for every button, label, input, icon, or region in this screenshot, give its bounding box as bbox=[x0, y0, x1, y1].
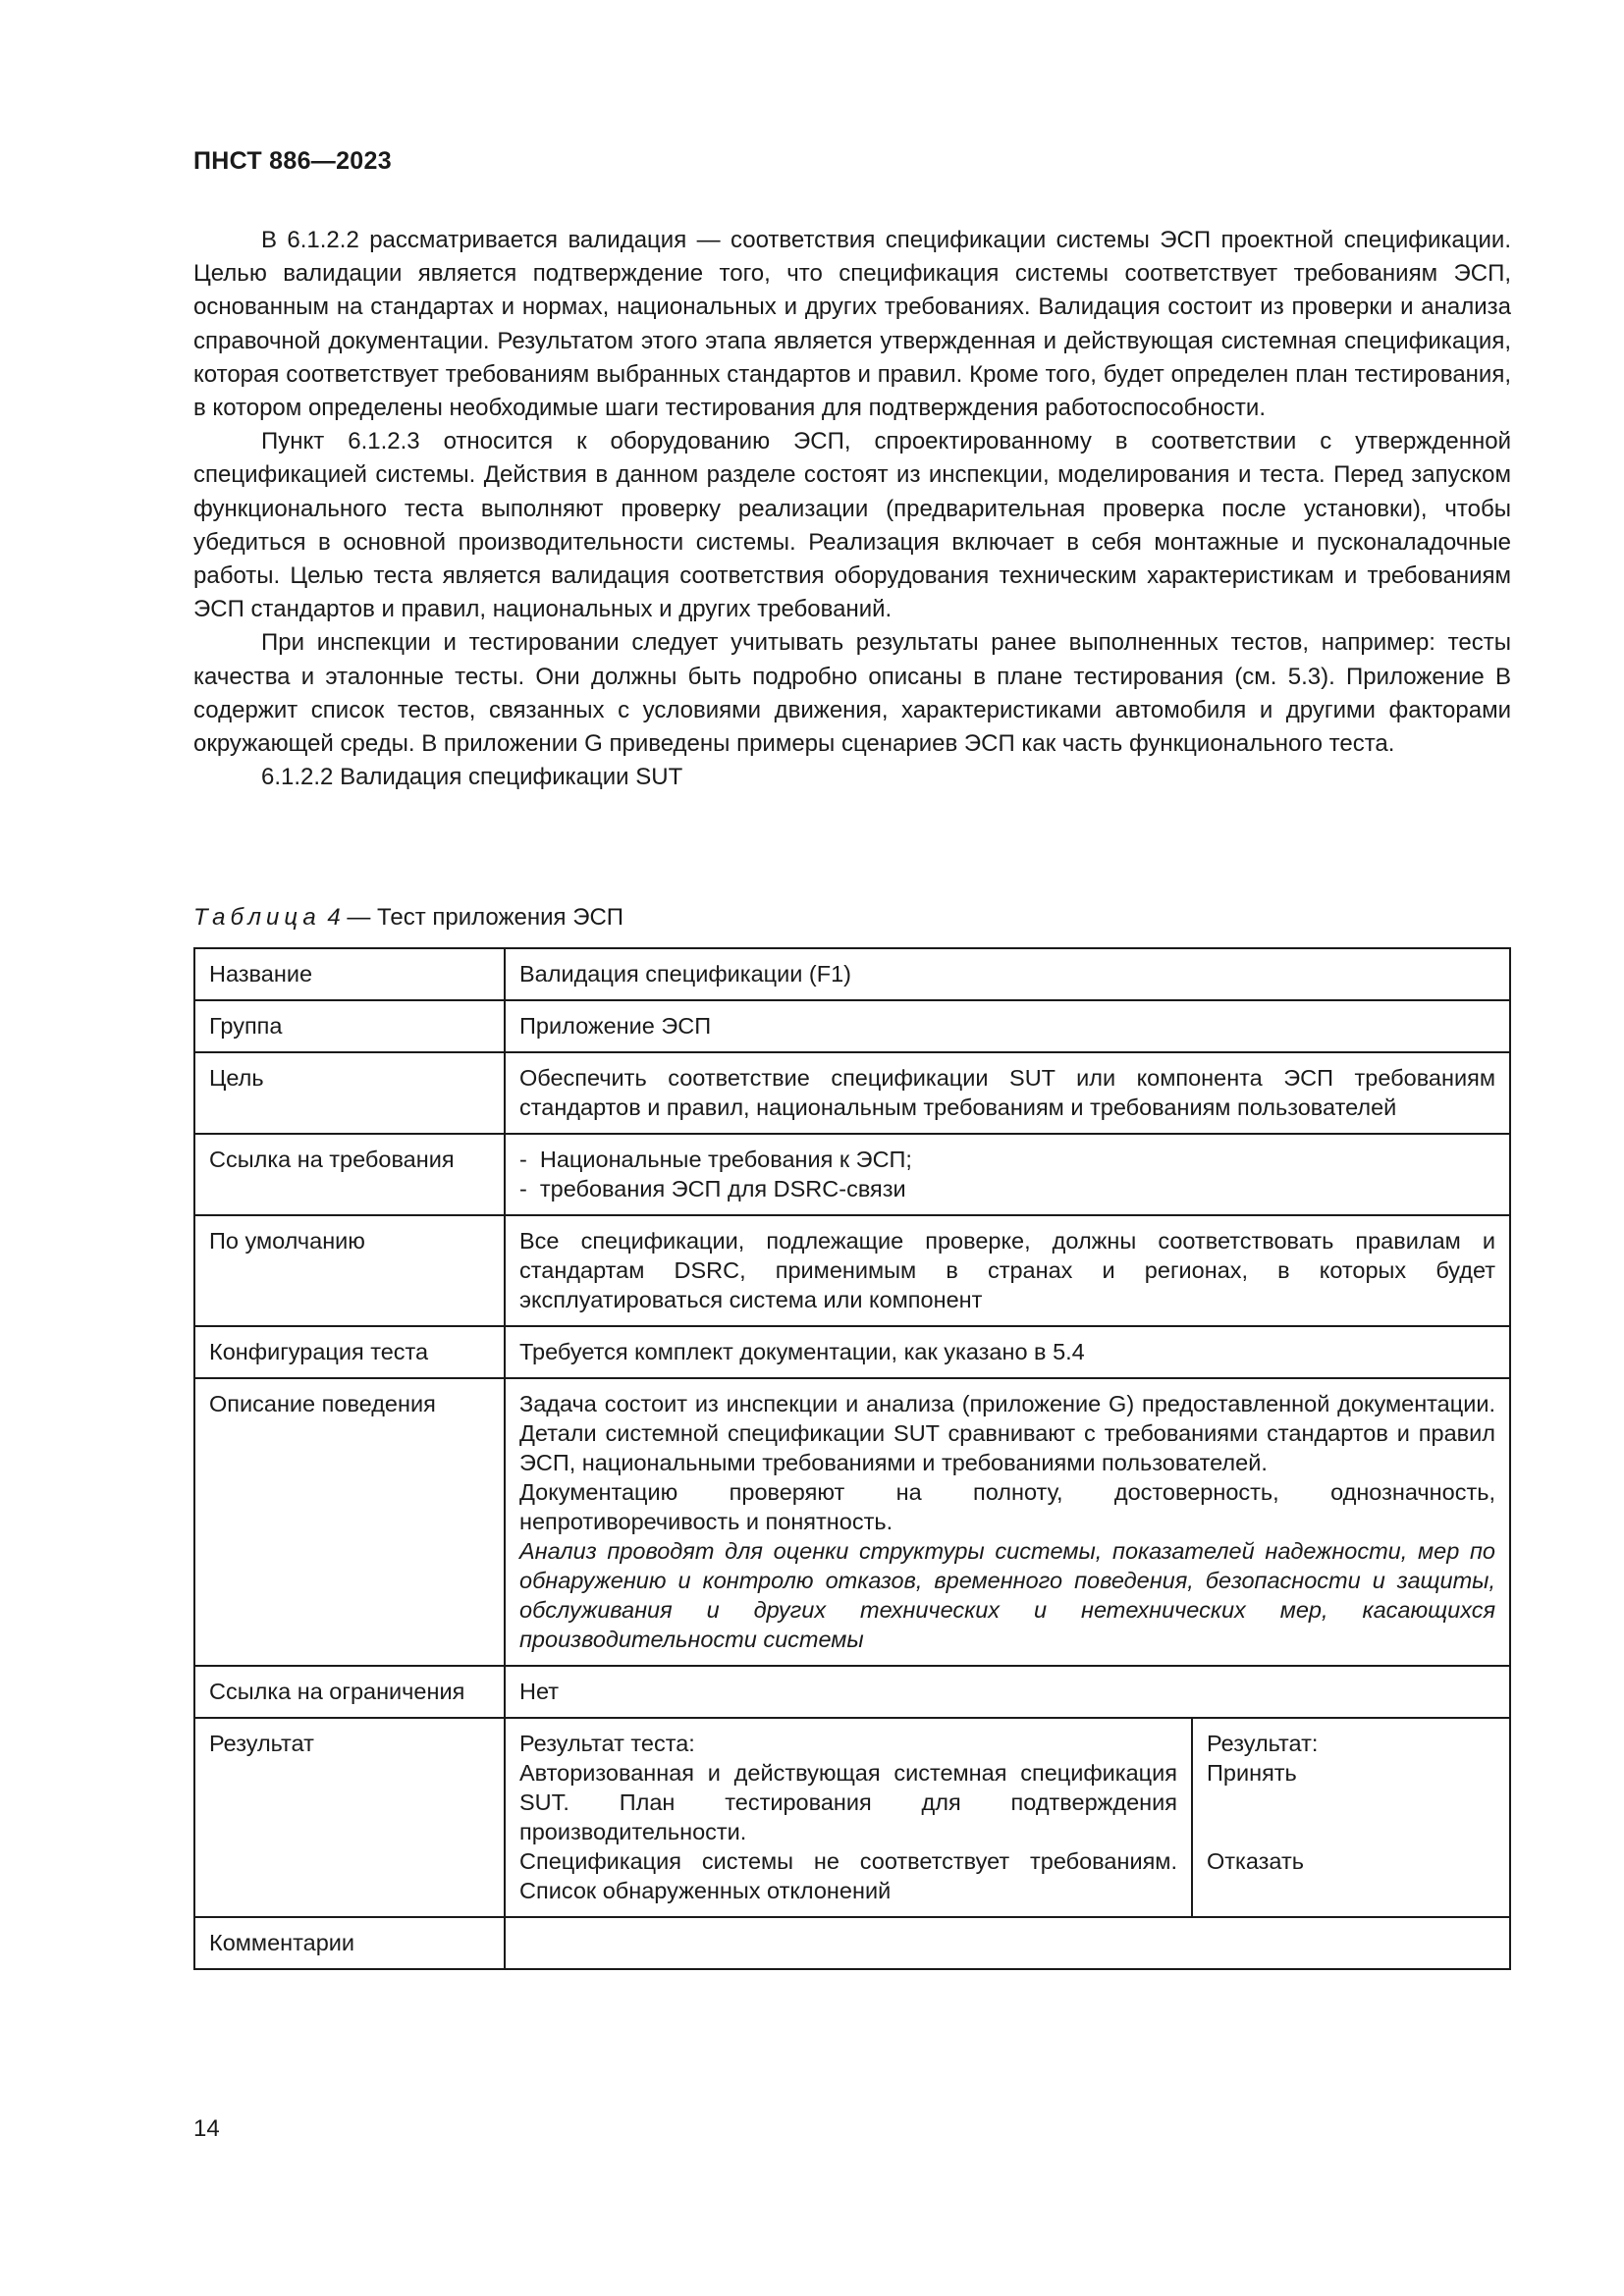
table-row bbox=[194, 1215, 1510, 1326]
section-heading: 6.1.2.2 Валидация спецификации SUT bbox=[261, 764, 683, 791]
row-value: Все спецификации, подлежащие проверке, должны соответствовать правилам и стандартам DSRC, применимым в странах и регионах, в которых будет эксплуатироваться система или компонент bbox=[505, 1215, 1510, 1326]
table-row bbox=[194, 1326, 1510, 1378]
behavior-description bbox=[505, 1378, 1510, 1666]
table-row bbox=[194, 1134, 1510, 1215]
row-label: Цель bbox=[194, 1052, 505, 1134]
row-label: Название bbox=[194, 948, 505, 1000]
result-outcome-cell bbox=[1192, 1718, 1510, 1917]
paragraph: При инспекции и тестировании следует учитывать результаты ранее выполненных тестов, например: тесты качества и эталонные тесты. Они должны быть подробно описаны в плане тестирования (см. 5.3). Приложение В содержит список тестов, связанных с условиями движения, характеристиками автомобиля и другими факторами окружающей среды. В приложении G приведены примеры сценариев ЭСП как часть функционального теста. bbox=[193, 629, 1511, 758]
result-test-heading: Результат теста: bbox=[519, 1731, 695, 1756]
paragraph: Пункт 6.1.2.3 относится к оборудованию ЭСП, спроектированному в соответствии с утвержденной спецификацией системы. Действия в данном разделе состоят из инспекции, моделирования и теста. Перед запуском функционального теста выполняют проверку реализации (предварительная проверка после установки), чтобы убедиться в основной производительности системы. Реализация включает в себя монтажные и пусконаладочные работы. Целью теста является валидация соответствия оборудования техническим характеристикам и требованиям ЭСП стандартов и правил, национальных и других требований. bbox=[193, 428, 1511, 623]
row-value: Требуется комплект документации, как указано в 5.4 bbox=[505, 1326, 1510, 1378]
table-caption-label: Таблица bbox=[193, 904, 321, 931]
table-row bbox=[194, 1917, 1510, 1969]
paragraph: В 6.1.2.2 рассматривается валидация — соответствия спецификации системы ЭСП проектной спецификации. Целью валидации является подтверждение того, что спецификация системы соответствует требованиям ЭСП, основанным на стандартах и нормах, национальных и других требованиях. Валидация состоит из проверки и анализа справочной документации. Результатом этого этапа является утвержденная и действующая системная спецификация, которая соответствует требованиям выбранных стандартов и правил. Кроме того, будет определен план тестирования, в котором определены необходимые шаги тестирования для подтверждения работоспособности. bbox=[193, 227, 1511, 422]
table-row bbox=[194, 1000, 1510, 1052]
table-caption-number: 4 bbox=[327, 904, 341, 931]
row-value: Приложение ЭСП bbox=[505, 1000, 1510, 1052]
list-item: - Национальные требования к ЭСП; bbox=[519, 1147, 912, 1172]
row-label: Описание поведения bbox=[194, 1378, 505, 1666]
row-label: Результат bbox=[194, 1718, 505, 1917]
result-reject-text: Спецификация системы не соответствует требованиям. Список обнаруженных отклонений bbox=[519, 1848, 1177, 1903]
requirements-list bbox=[505, 1134, 1510, 1215]
test-spec-table bbox=[193, 947, 1511, 1970]
table-row bbox=[194, 1666, 1510, 1718]
table-row bbox=[194, 948, 1510, 1000]
document-code: ПНСТ 886—2023 bbox=[193, 147, 392, 175]
result-accept-text: Авторизованная и действующая системная спецификация SUT. План тестирования для подтверждения производительности. bbox=[519, 1760, 1177, 1844]
behavior-text: Задача состоит из инспекции и анализа (приложение G) предоставленной документации. Детали системной спецификации SUT сравнивают с требованиями стандартов и правил ЭСП, национальными требованиями и требованиями пользователей. bbox=[519, 1391, 1495, 1475]
behavior-text-italic: Анализ проводят для оценки структуры системы, показателей надежности, мер по обнаружению и контролю отказов, временного поведения, безопасности и защиты, обслуживания и других технических и нетехнических мер, касающихся производительности системы bbox=[519, 1538, 1495, 1652]
table-caption bbox=[193, 904, 623, 932]
result-reject-outcome: Отказать bbox=[1207, 1848, 1304, 1874]
body-text bbox=[193, 224, 1511, 794]
row-label: Группа bbox=[194, 1000, 505, 1052]
row-value: Обеспечить соответствие спецификации SUT или компонента ЭСП требованиям стандартов и правил, национальным требованиям и требованиям пользователей bbox=[505, 1052, 1510, 1134]
row-label: По умолчанию bbox=[194, 1215, 505, 1326]
table-row bbox=[194, 1052, 1510, 1134]
table-row bbox=[194, 1718, 1510, 1917]
result-accept-outcome: Принять bbox=[1207, 1760, 1297, 1786]
spacer bbox=[1207, 1788, 1495, 1846]
row-value: Нет bbox=[505, 1666, 1510, 1718]
row-label: Комментарии bbox=[194, 1917, 505, 1969]
row-value bbox=[505, 1917, 1510, 1969]
row-label: Ссылка на требования bbox=[194, 1134, 505, 1215]
row-label: Ссылка на ограничения bbox=[194, 1666, 505, 1718]
behavior-text: Документацию проверяют на полноту, достоверность, однозначность, непротиворечивость и понятность. bbox=[519, 1479, 1495, 1534]
table-caption-title: — Тест приложения ЭСП bbox=[347, 904, 624, 931]
table-row bbox=[194, 1378, 1510, 1666]
row-label: Конфигурация теста bbox=[194, 1326, 505, 1378]
list-item: - требования ЭСП для DSRC-связи bbox=[519, 1176, 906, 1201]
page-number: 14 bbox=[193, 2115, 220, 2142]
result-outcome-heading: Результат: bbox=[1207, 1731, 1319, 1756]
result-test-cell bbox=[505, 1718, 1192, 1917]
row-value: Валидация спецификации (F1) bbox=[505, 948, 1510, 1000]
